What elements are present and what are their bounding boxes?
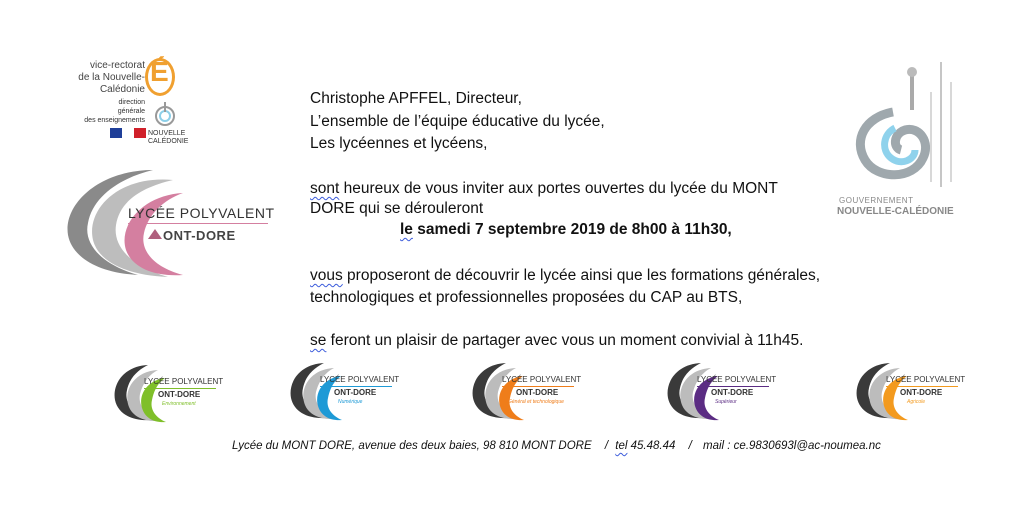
event-date-rest: samedi 7 septembre 2019 de 8h00 à 11h30,: [412, 221, 732, 238]
small-logo-title: LYCÉE POLYVALENT: [320, 375, 400, 384]
mountain-m-icon: [148, 229, 162, 239]
small-logo-tag: Numérique: [338, 399, 363, 405]
e-letter: É: [150, 56, 169, 87]
small-logo-sub: ONT-DORE: [334, 388, 377, 397]
small-logo-superieur: [663, 360, 783, 422]
small-logo-agricole: [852, 360, 972, 422]
invitation-rest: heureux de vous inviter aux portes ouvertes du lycée du MONT: [339, 180, 778, 197]
small-logo-numerique: [286, 360, 406, 422]
gouvernement-logo: [835, 62, 975, 222]
footer-contact: [232, 440, 881, 452]
direction-line1: direction: [118, 99, 145, 106]
invitation-line1: [310, 179, 778, 198]
discover-first-word: vous: [310, 267, 343, 284]
small-logo-divider: [502, 386, 574, 387]
invitation-first-word: sont: [310, 180, 340, 197]
nc-line2: CALÉDONIE: [148, 138, 189, 145]
small-logo-divider: [697, 386, 769, 387]
french-republic-flag-icon: [110, 128, 146, 138]
event-date-first-word: le: [400, 221, 413, 238]
small-logo-divider: [886, 386, 958, 387]
footer-mail[interactable]: mail : ce.9830693l@ac-noumea.nc: [703, 440, 881, 452]
event-date: [400, 220, 732, 239]
main-logo-title: LYCÉE POLYVALENT: [128, 205, 275, 221]
nautilus-emblem-icon: [835, 62, 975, 192]
footer-sep1: /: [604, 440, 609, 452]
nc-line1: NOUVELLE: [148, 130, 186, 137]
small-logo-title: LYCÉE POLYVALENT: [502, 375, 582, 384]
small-logo-sub: ONT-DORE: [516, 388, 559, 397]
small-logo-tag: Supérieur: [715, 399, 737, 405]
small-logo-general: [468, 360, 588, 422]
vice-rectorat-logo: [40, 40, 190, 150]
gov-line1: GOUVERNEMENT: [839, 196, 914, 205]
nc-emblem-icon: [152, 100, 178, 128]
greeting-line1: Christophe APFFEL, Directeur,: [310, 90, 522, 107]
footer-tel-number: 45.48.44: [627, 440, 676, 452]
invitation-line2: DORE qui se dérouleront: [310, 200, 484, 217]
discover-line2: technologiques et professionnelles proposées du CAP au BTS,: [310, 289, 743, 306]
greeting-line2: L’ensemble de l’équipe éducative du lycée,: [310, 113, 605, 130]
vice-rectorat-line2: de la Nouvelle-Calédonie: [78, 72, 145, 95]
greeting-line3: Les lycéennes et lycéens,: [310, 135, 488, 152]
main-logo-divider: [128, 223, 268, 224]
small-logo-environnement: [110, 362, 230, 424]
footer-address: Lycée du MONT DORE, avenue des deux baies, 98 810 MONT DORE: [232, 440, 592, 452]
convivial-rest: feront un plaisir de partager avec vous un moment convivial à 11h45.: [326, 332, 804, 349]
vice-rectorat-title: [40, 60, 145, 96]
small-logo-sub: ONT-DORE: [900, 388, 943, 397]
footer-tel-word: tel: [615, 440, 628, 452]
discover-rest: proposeront de découvrir le lycée ainsi que les formations générales,: [342, 267, 821, 284]
small-logo-title: LYCÉE POLYVALENT: [144, 377, 224, 386]
footer-sep2: /: [688, 440, 692, 452]
small-logo-sub: ONT-DORE: [158, 390, 201, 399]
discover-line1: [310, 266, 820, 285]
small-logo-title: LYCÉE POLYVALENT: [886, 375, 966, 384]
small-logo-sub: ONT-DORE: [711, 388, 754, 397]
direction-text: [70, 98, 145, 125]
small-logo-divider: [144, 388, 216, 389]
nc-emblem-text: [148, 130, 188, 146]
direction-line3: des enseignements: [84, 117, 145, 124]
gov-line2: NOUVELLE-CALÉDONIE: [837, 206, 954, 217]
direction-line2: générale: [117, 108, 145, 115]
convivial-line: [310, 331, 803, 350]
small-logo-tag: Général et technologique: [508, 399, 564, 405]
small-logo-divider: [320, 386, 392, 387]
main-logo-subtitle: ONT-DORE: [163, 228, 236, 243]
convivial-first-word: se: [310, 332, 327, 349]
small-logo-tag: Environnement: [162, 401, 196, 407]
small-logo-title: LYCÉE POLYVALENT: [697, 375, 777, 384]
small-logo-tag: Agricole: [907, 399, 926, 405]
lycee-polyvalent-logo: [58, 165, 278, 280]
vice-rectorat-line1: vice-rectorat: [89, 60, 145, 71]
